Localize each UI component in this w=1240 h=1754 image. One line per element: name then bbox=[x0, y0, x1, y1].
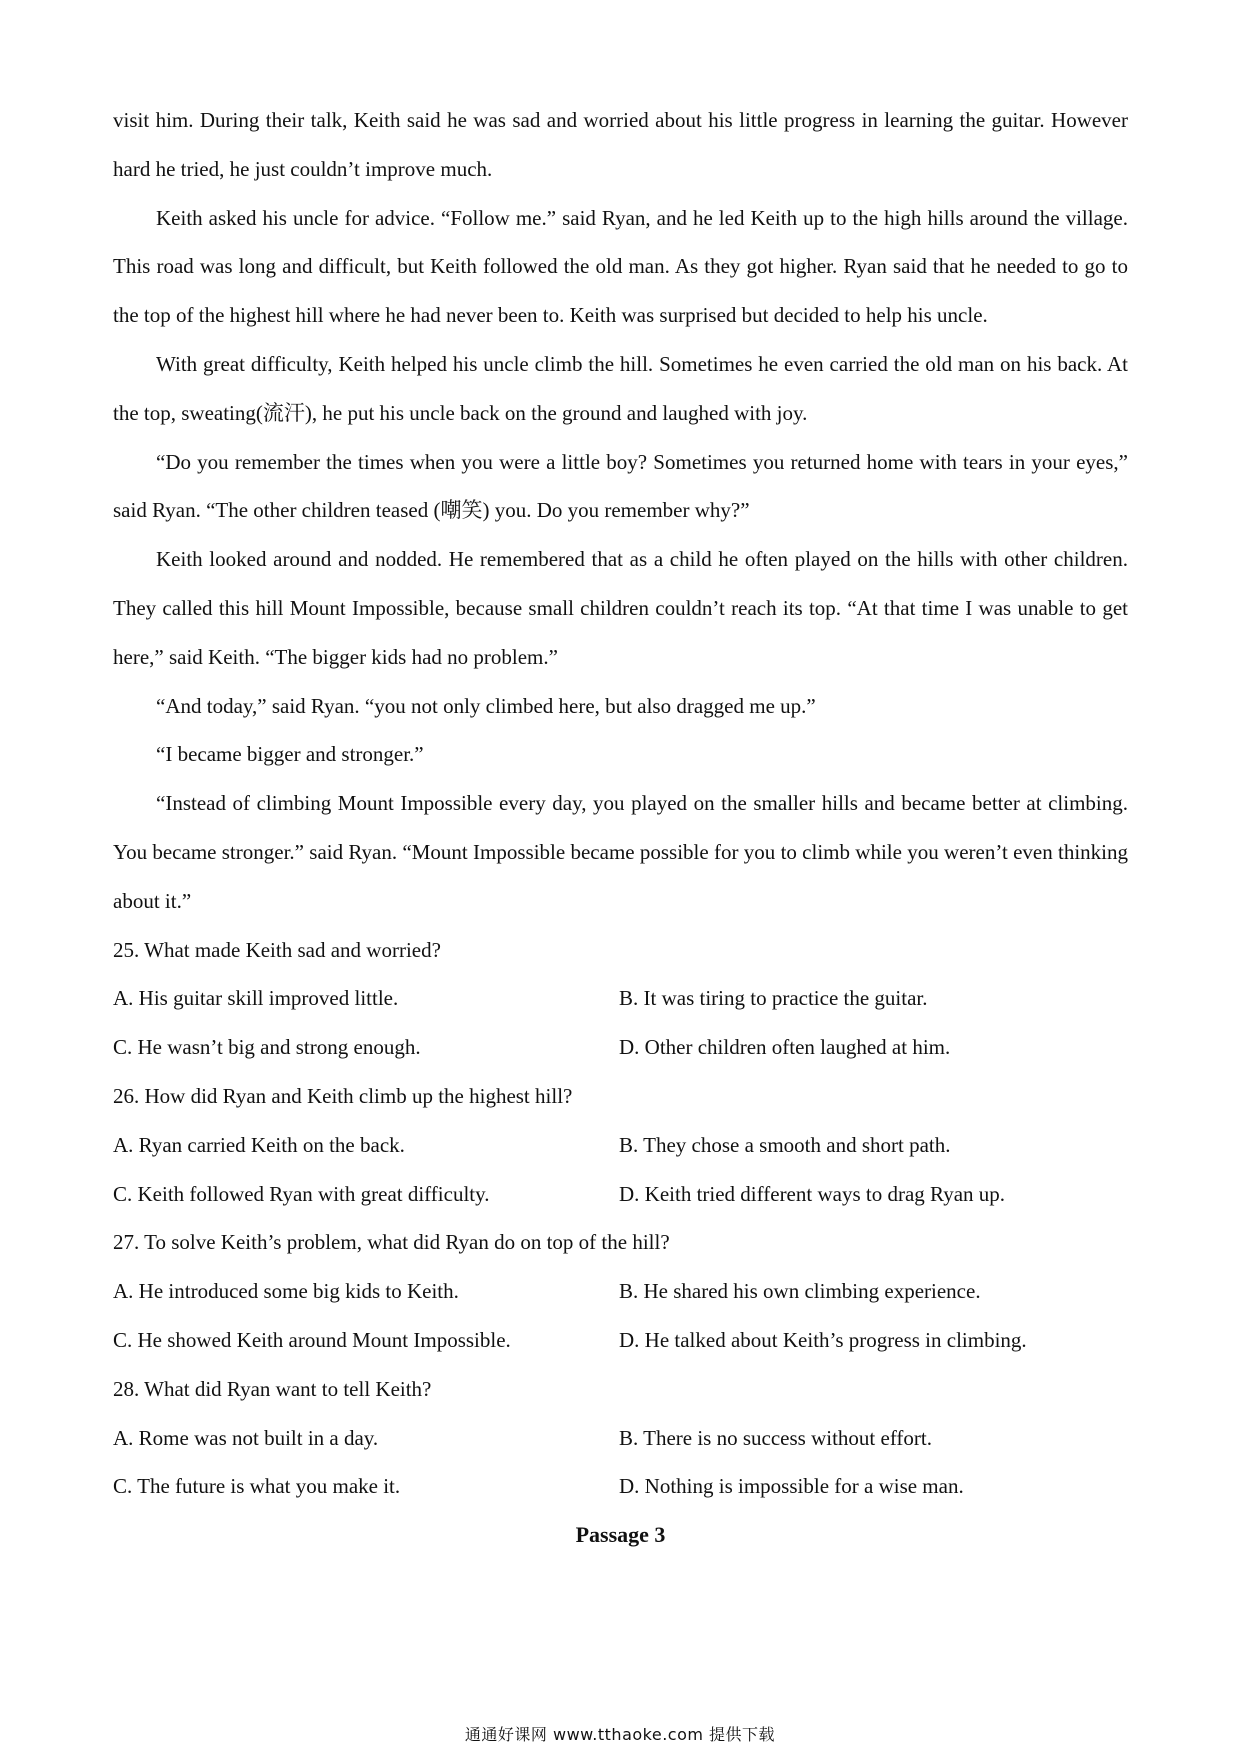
option-c: C. He wasn’t big and strong enough. bbox=[113, 1035, 421, 1060]
passage-paragraph: Keith asked his uncle for advice. “Follow me.” said Ryan, and he led Keith up to the high hills around the village. This road was long and difficult, but Keith followed the old man. As they got higher. Ryan said that he needed to go to the top of the highest hill where he had never been to. Keith was surprised but decided to help his uncle. bbox=[113, 205, 1128, 328]
passage-paragraph: visit him. During their talk, Keith said he was sad and worried about his little progress in learning the guitar. However hard he tried, he just couldn’t improve much. bbox=[113, 108, 1128, 181]
section-title: Passage 3 bbox=[575, 1522, 666, 1548]
passage-paragraph: Keith looked around and nodded. He remembered that as a child he often played on the hills with other children. They called this hill Mount Impossible, because small children couldn’t reach its top. “At that time I was unable to get here,” said Keith. “The bigger kids had no problem.” bbox=[113, 547, 1128, 669]
question-options bbox=[113, 1121, 1128, 1219]
page-content bbox=[113, 96, 1128, 1560]
option-a: A. He introduced some big kids to Keith. bbox=[113, 1279, 459, 1304]
passage-paragraph: “Instead of climbing Mount Impossible every day, you played on the smaller hills and became better at climbing. You became stronger.” said Ryan. “Mount Impossible became possible for you to climb while you weren’t even thinking about it.” bbox=[113, 791, 1128, 913]
question-stem: 27. To solve Keith’s problem, what did Ryan do on top of the hill? bbox=[113, 1230, 670, 1255]
option-a: A. Ryan carried Keith on the back. bbox=[113, 1132, 405, 1157]
option-c: C. He showed Keith around Mount Impossible. bbox=[113, 1327, 511, 1352]
page-footer: 通通好课网 www.tthaoke.com 提供下载 bbox=[464, 1725, 776, 1744]
question-options bbox=[113, 1414, 1128, 1512]
question-options bbox=[113, 974, 1128, 1072]
passage-paragraph: “Do you remember the times when you were a little boy? Sometimes you returned home with tears in your eyes,” said Ryan. “The other children teased (嘲笑) you. Do you remember why?” bbox=[113, 449, 1128, 523]
question-stem: 28. What did Ryan want to tell Keith? bbox=[113, 1376, 432, 1401]
option-d: D. Keith tried different ways to drag Ryan up. bbox=[619, 1181, 1006, 1206]
question-stem: 25. What made Keith sad and worried? bbox=[113, 937, 441, 962]
option-d: D. Nothing is impossible for a wise man. bbox=[619, 1474, 964, 1499]
option-d: D. Other children often laughed at him. bbox=[619, 1035, 951, 1060]
question-27 bbox=[113, 1218, 1128, 1364]
option-b: B. They chose a smooth and short path. bbox=[619, 1132, 951, 1157]
option-a: A. His guitar skill improved little. bbox=[113, 986, 399, 1011]
question-options bbox=[113, 1267, 1128, 1365]
option-c: C. Keith followed Ryan with great difficulty. bbox=[113, 1181, 490, 1206]
option-b: B. He shared his own climbing experience. bbox=[619, 1279, 981, 1304]
option-b: B. There is no success without effort. bbox=[619, 1425, 933, 1450]
question-26 bbox=[113, 1072, 1128, 1218]
question-25 bbox=[113, 926, 1128, 1072]
option-c: C. The future is what you make it. bbox=[113, 1474, 401, 1499]
passage-paragraph: “And today,” said Ryan. “you not only climbed here, but also dragged me up.” bbox=[156, 693, 816, 718]
question-stem: 26. How did Ryan and Keith climb up the highest hill? bbox=[113, 1083, 573, 1108]
passage-paragraph: “I became bigger and stronger.” bbox=[156, 742, 424, 767]
option-a: A. Rome was not built in a day. bbox=[113, 1425, 379, 1450]
question-28 bbox=[113, 1365, 1128, 1511]
passage-paragraph: With great difficulty, Keith helped his uncle climb the hill. Sometimes he even carried the old man on his back. At the top, sweating(流汗), he put his uncle back on the ground and laughed with joy. bbox=[113, 351, 1128, 425]
option-b: B. It was tiring to practice the guitar. bbox=[619, 986, 928, 1011]
option-d: D. He talked about Keith’s progress in climbing. bbox=[619, 1327, 1027, 1352]
